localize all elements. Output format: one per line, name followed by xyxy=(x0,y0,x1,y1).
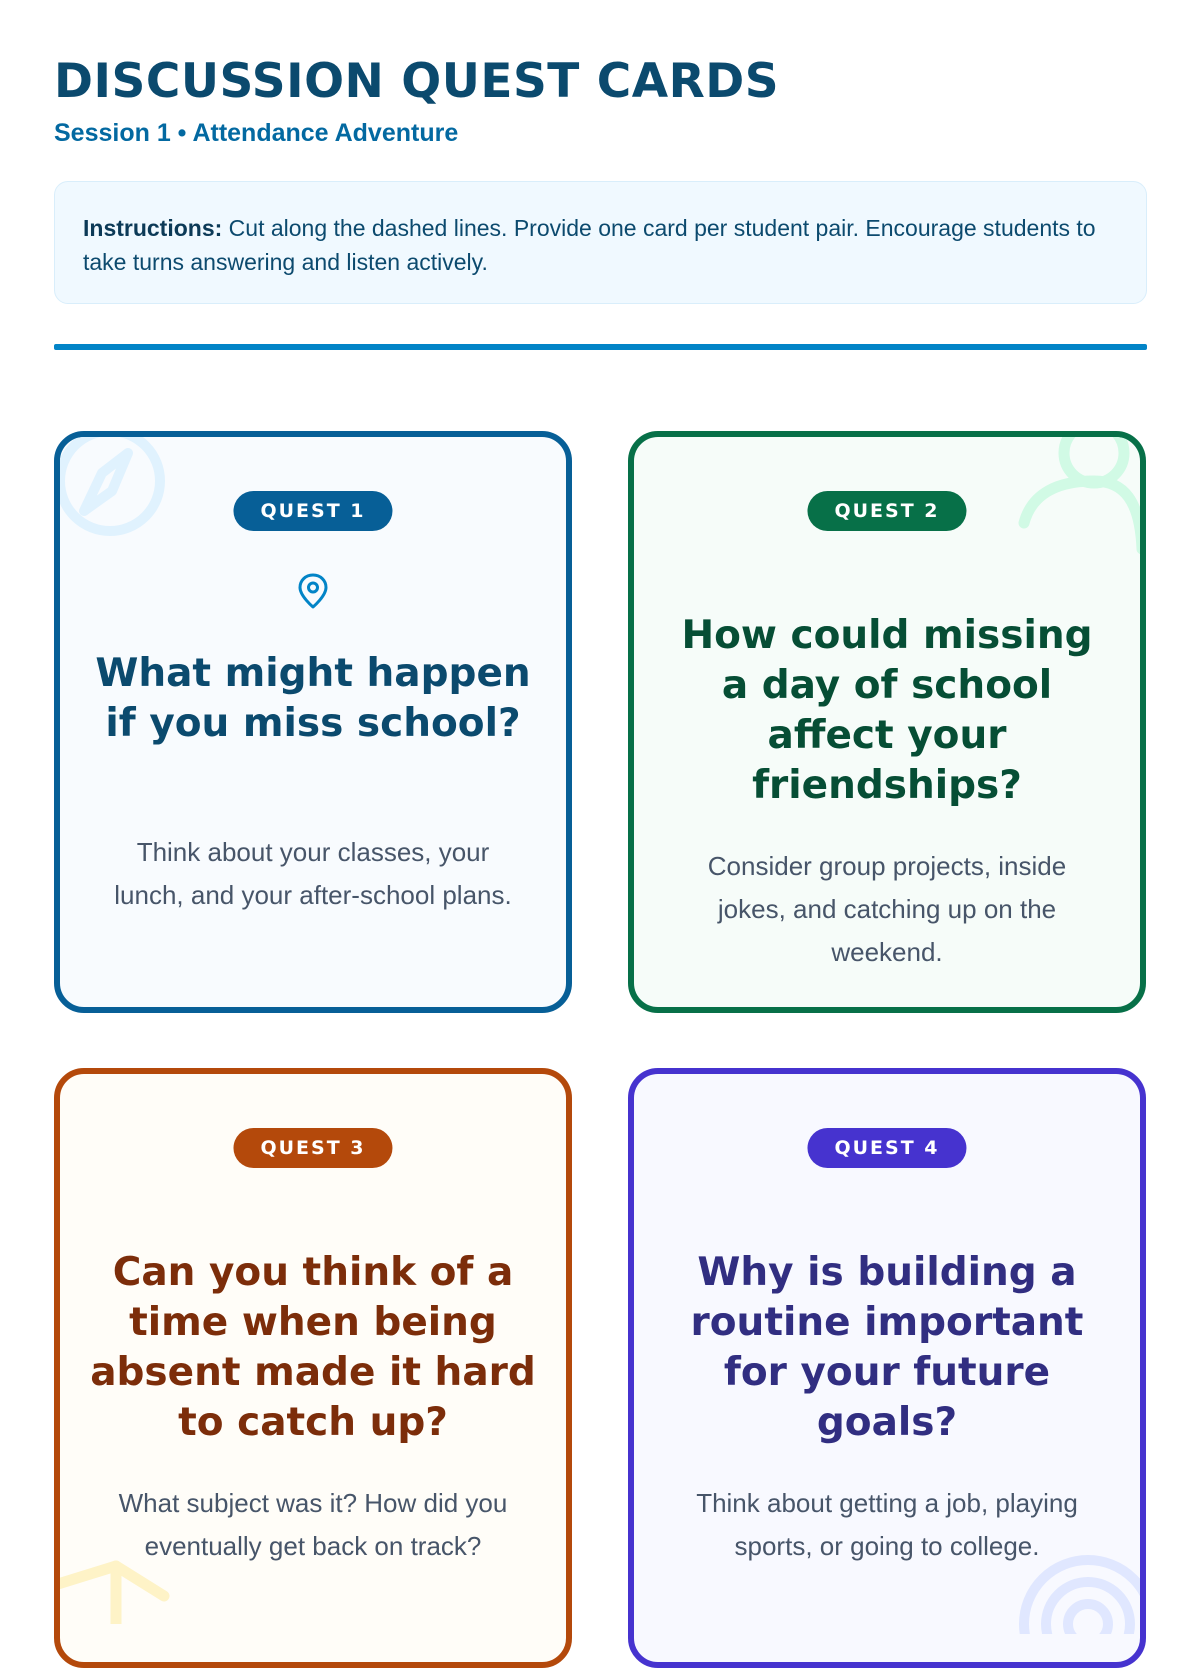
quest-question: Why is building a routine important for your future goals? xyxy=(690,1250,1084,1445)
quest-card-4 xyxy=(628,1068,1146,1668)
page-title: DISCUSSION QUEST CARDS xyxy=(54,54,780,109)
quest-card-3 xyxy=(54,1068,572,1668)
quest-card-1 xyxy=(54,431,572,1013)
instructions-box xyxy=(54,181,1147,304)
quest-prompt: What subject was it? How did you eventually get back on track? xyxy=(118,1488,508,1561)
quest-prompt: Think about getting a job, playing sports, or going to college. xyxy=(696,1488,1078,1561)
quest-badge: QUEST 4 xyxy=(807,1128,966,1168)
quest-badge: QUEST 3 xyxy=(233,1128,392,1168)
quest-question: What might happen if you miss school? xyxy=(95,651,531,746)
quest-prompt: Consider group projects, inside jokes, and catching up on the weekend. xyxy=(707,851,1067,967)
instructions-label: Instructions: xyxy=(83,215,223,241)
quest-badge: QUEST 2 xyxy=(807,491,966,531)
quest-card-2 xyxy=(628,431,1146,1013)
quest-question: How could missing a day of school affect your friendships? xyxy=(681,613,1093,808)
compass-icon xyxy=(54,431,174,551)
map-pin-icon xyxy=(296,572,330,610)
quest-prompt: Think about your classes, your lunch, and your after-school plans. xyxy=(114,837,512,910)
page-subtitle: Session 1 • Attendance Adventure xyxy=(54,119,459,147)
quest-badge: QUEST 1 xyxy=(233,491,392,531)
header-divider xyxy=(54,344,1147,350)
quest-question: Can you think of a time when being absent made it hard to catch up? xyxy=(90,1250,536,1445)
instructions-text: Cut along the dashed lines. Provide one card per student pair. Encourage students to take turns answering and listen actively. xyxy=(83,215,1096,275)
person-icon xyxy=(1006,431,1146,556)
